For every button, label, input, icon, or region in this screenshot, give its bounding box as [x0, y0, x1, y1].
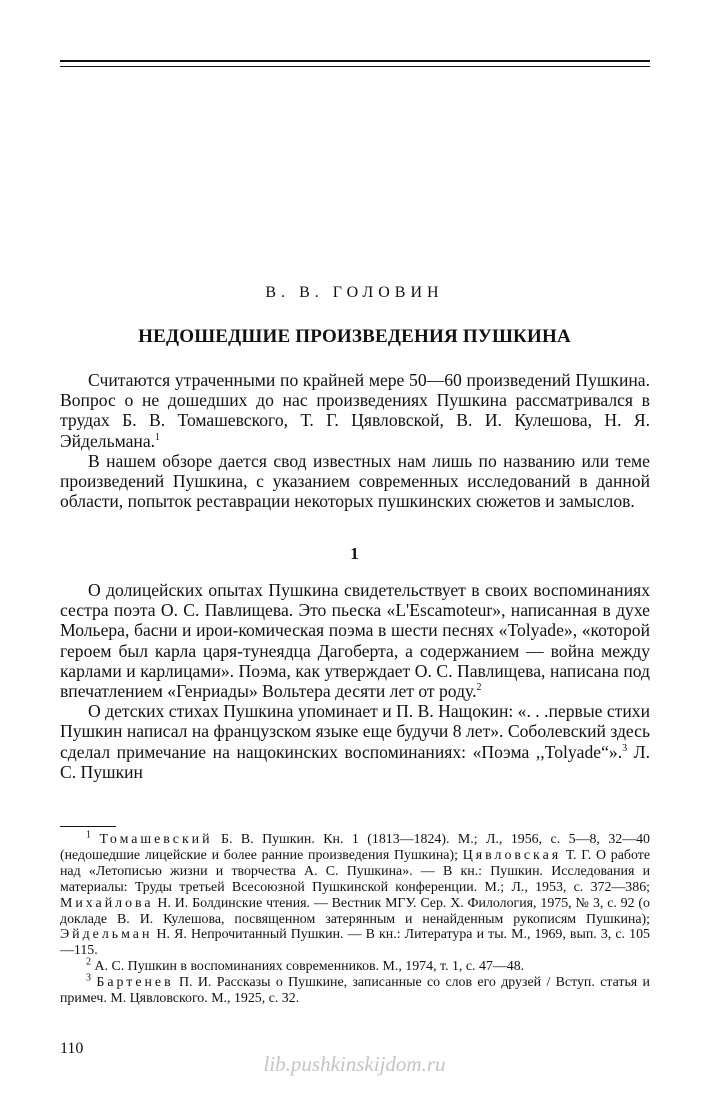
- article-title: НЕДОШЕДШИЕ ПРОИЗВЕДЕНИЯ ПУШКИНА: [138, 326, 571, 347]
- footnote-ref-1: 1: [155, 431, 161, 443]
- section-number: 1: [350, 544, 359, 563]
- footnote-3: [60, 972, 650, 1007]
- footnote-1-text-3: Н. И. Болдинские чтения. — Вестник МГУ. Сер. X. Филология, 1975, № 3, с. 92 (о докладе В. И. Кулешова, посвященном затерянным и ненайденным рукописям Пушкина);: [60, 895, 650, 927]
- footnote-2-number: 2: [86, 956, 91, 968]
- watermark: lib.pushkinskijdom.ru: [263, 1052, 446, 1076]
- author-name: В. В. ГОЛОВИН: [265, 284, 444, 301]
- footnote-1-text-2: Т. Г. О работе над «Летописью жизни и творчества А. С. Пушкина». — В кн.: Пушкин. Исследования и материалы: Труды третьей Всесоюзной Пушкинской конференции. М.; Л., 1953, с. 372—386;: [60, 847, 650, 895]
- section-1-paragraph-2-tail: Л. С. Пушкин: [60, 741, 651, 782]
- section-1-paragraph-1: [60, 580, 650, 701]
- footnote-rule: [60, 826, 116, 827]
- footnote-3-text: П. И. Рассказы о Пушкине, записанные со слов его друзей / Вступ. статья и примеч. М. Цявловского. М., 1925, с. 32.: [60, 975, 650, 1007]
- footnote-2: [60, 956, 650, 975]
- section-1-paragraph-2: [60, 701, 650, 782]
- section-1-text: [60, 580, 650, 782]
- footnote-1-author-4: Эйдельман: [60, 927, 153, 943]
- footnote-2-text: А. С. Пушкин в воспоминаниях современников. М., 1974, т. 1, с. 47—48.: [91, 959, 525, 975]
- intro-paragraph-1-text: Считаются утраченными по крайней мере 50—60 произведений Пушкина. Вопрос о не дошедших до нас произведениях Пушкина рассматривался в трудах Б. В. Томашевского, Т. Г. Цявловской, В. И. Кулешова, Н. Я. Эйдельмана.: [60, 370, 650, 451]
- footnotes: [60, 829, 650, 1007]
- top-rule: [60, 60, 650, 67]
- intro-text: [60, 370, 650, 511]
- footnote-1-author-3: Михайлова: [60, 895, 154, 911]
- section-1-paragraph-2-text: О детских стихах Пушкина упоминает и П. В. Нащокин: «. . .первые стихи Пушкин написал на французском языке еще будучи 8 лет». Соболевский здесь сделал примечание на нащокинских воспоминаниях: «Поэма ,,Tolyade“».: [60, 701, 650, 762]
- footnote-3-number: 3: [86, 972, 91, 984]
- footnote-1: [60, 829, 650, 959]
- footnote-1-text-4: Н. Я. Непрочитанный Пушкин. — В кн.: Литература и ты. М., 1969, вып. 3, с. 105—115.: [60, 927, 650, 959]
- footnote-ref-2: 2: [476, 682, 482, 694]
- footnote-1-text-1: Б. В. Пушкин. Кн. 1 (1813—1824). М.; Л., 1956, с. 5—8, 32—40 (недошедшие лицейские и более ранние произведения Пушкина);: [60, 832, 650, 863]
- page-number: 110: [60, 1040, 84, 1057]
- intro-paragraph-1: [60, 370, 650, 451]
- footnote-ref-3: 3: [622, 742, 628, 754]
- section-1-paragraph-1-text: О долицейских опытах Пушкина свидетельствует в своих воспоминаниях сестра поэта О. С. Павлищева. Это пьеска «L'Escamoteur», написанная в духе Мольера, басни и ирои-комическая поэма в шести песнях «Tolyade», «которой героем был карла царя-тунеядца Дагоберта, а содержанием — война между карлами и карлицами». Поэма, как утверждает О. С. Павлищева, написана под впечатлением «Генриады» Вольтера десяти лет от роду.: [60, 580, 650, 702]
- footnote-1-author-1: Томашевский: [99, 832, 213, 847]
- footnote-3-author: Бартенев: [96, 975, 174, 991]
- footnote-1-author-2: Цявловская: [462, 847, 562, 863]
- footnote-1-number: 1: [86, 829, 91, 841]
- intro-paragraph-2: В нашем обзоре дается свод известных нам лишь по названию или теме произведений Пушкина, с указанием современных исследований в данной области, попыток реставрации некоторых пушкинских сюжетов и замыслов.: [60, 450, 650, 512]
